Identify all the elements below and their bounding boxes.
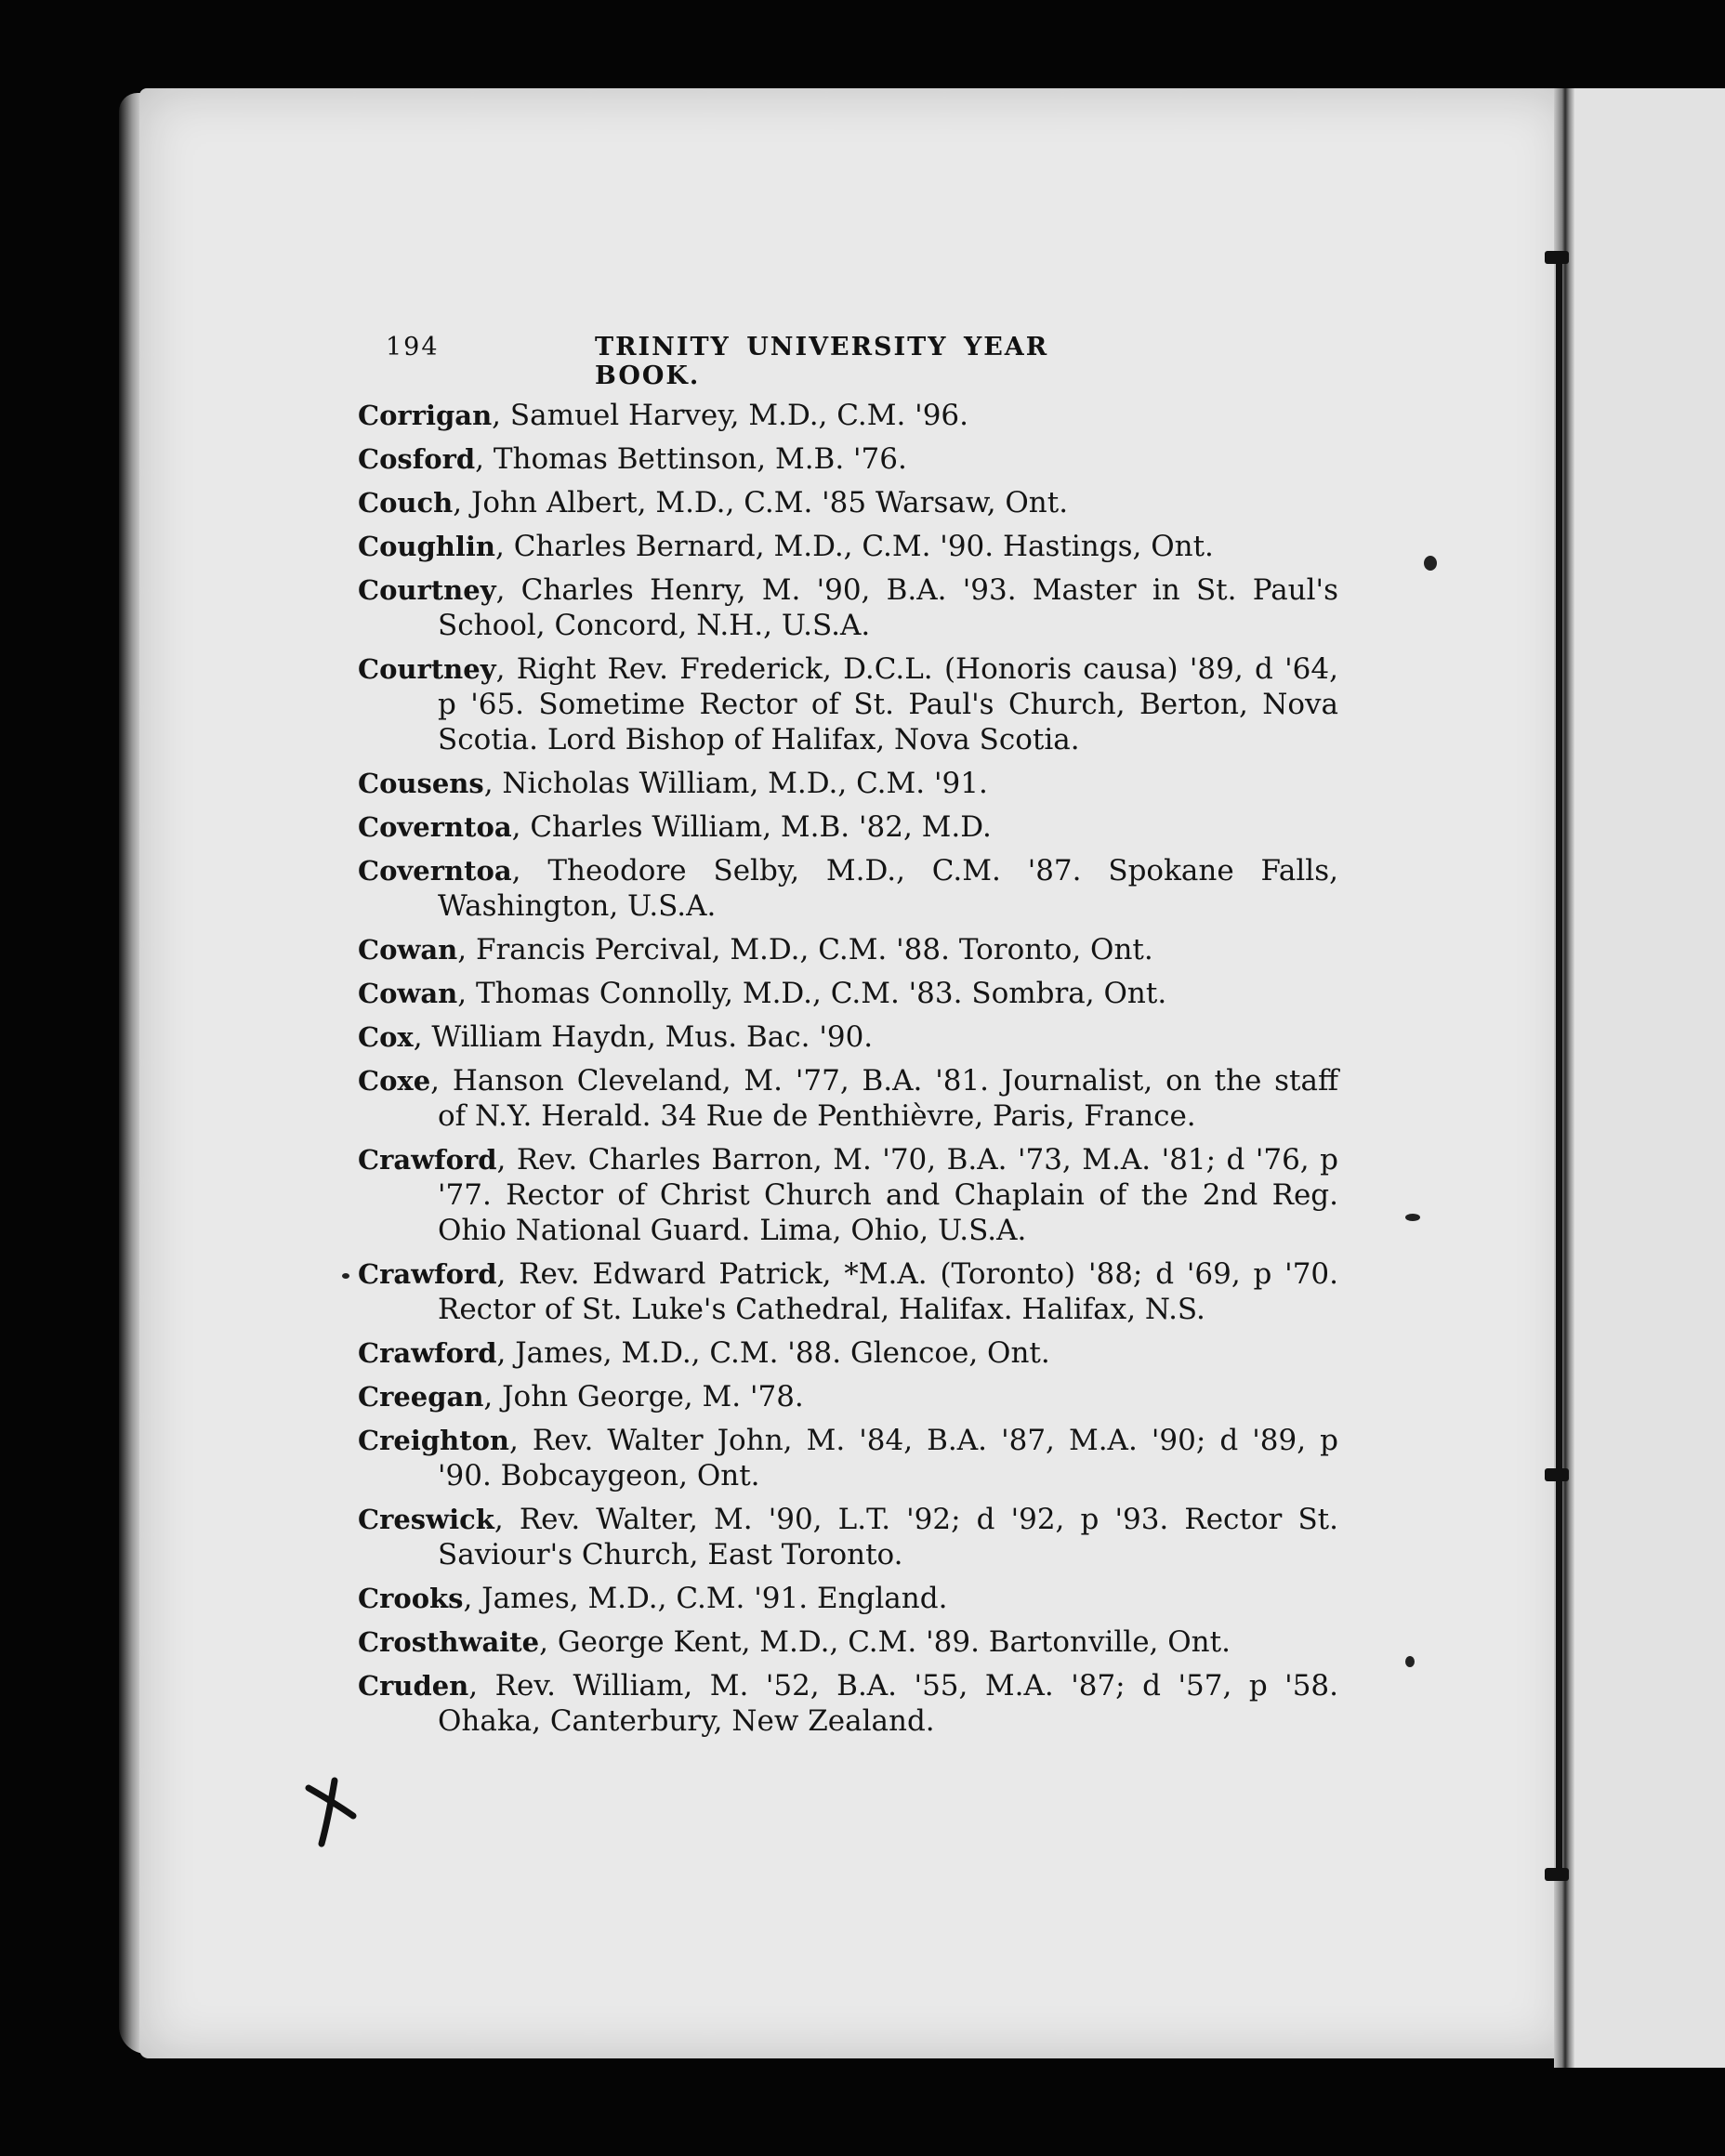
entry-details: , James, M.D., C.M. '88. Glencoe, Ont. (496, 1336, 1050, 1370)
entry-details: , George Kent, M.D., C.M. '89. Bartonville, Ont. (539, 1625, 1231, 1659)
directory-entry (358, 1019, 1338, 1055)
directory-entry (358, 1335, 1338, 1371)
entry-details: , Francis Percival, M.D., C.M. '88. Toronto, Ont. (457, 933, 1153, 966)
entry-details: , Hanson Cleveland, M. '77, B.A. '81. Journalist, on the staff of N.Y. Herald. 34 Rue de Penthièvre, Paris, France. (430, 1064, 1338, 1133)
handwritten-cross-mark (303, 1775, 359, 1849)
entry-details: , William Haydn, Mus. Bac. '90. (413, 1020, 874, 1054)
directory-entry (358, 651, 1338, 757)
entry-details: , Charles William, M.B. '82, M.D. (511, 810, 992, 844)
directory-entry (358, 1423, 1338, 1493)
entry-surname: Cosford (358, 443, 476, 475)
entry-surname: Crawford (358, 1337, 497, 1369)
entry-details: , Thomas Connolly, M.D., C.M. '83. Sombra, Ont. (457, 977, 1167, 1010)
binding-wire (1556, 260, 1562, 1877)
entry-surname: Crawford (358, 1144, 497, 1176)
directory-entry (358, 1063, 1338, 1134)
entry-surname: Crosthwaite (358, 1626, 540, 1658)
ink-speck (1405, 1656, 1415, 1667)
entry-details: , Samuel Harvey, M.D., C.M. '96. (492, 399, 969, 432)
entry-details: , Charles Henry, M. '90, B.A. '93. Master in St. Paul's School, Concord, N.H., U.S.A. (438, 573, 1338, 642)
directory-entry (358, 1624, 1338, 1660)
directory-entry (358, 809, 1338, 845)
directory-entry (358, 572, 1338, 643)
ink-speck (1405, 1214, 1420, 1221)
directory-entry (358, 1256, 1338, 1327)
page-number: 194 (386, 333, 440, 362)
directory-entry (358, 1668, 1338, 1739)
entry-surname: Courtney (358, 574, 496, 606)
entry-surname: Cowan (358, 978, 458, 1009)
entry-surname: Coughlin (358, 531, 495, 562)
entry-details: , Right Rev. Frederick, D.C.L. (Honoris causa) '89, d '64, p '65. Sometime Rector of St. Paul's Church, Berton, Nova Scotia. Lord Bishop of Halifax, Nova Scotia. (438, 652, 1338, 756)
entry-surname: Coverntoa (358, 811, 512, 843)
entry-details: , James, M.D., C.M. '91. England. (463, 1582, 948, 1615)
ink-speck (1424, 556, 1437, 571)
entry-surname: Crawford (358, 1258, 497, 1290)
entry-surname: Cox (358, 1021, 414, 1053)
directory-entry (358, 1502, 1338, 1572)
entry-details: , John George, M. '78. (483, 1380, 804, 1413)
directory-entry (358, 1379, 1338, 1414)
directory-entry (358, 853, 1338, 924)
facing-page (1567, 88, 1725, 2068)
directory-entry (358, 1142, 1338, 1248)
entry-details: , Rev. Edward Patrick, *M.A. (Toronto) '88; d '69, p '70. Rector of St. Luke's Cathedral, Halifax. Halifax, N.S. (438, 1257, 1338, 1326)
directory-entry (358, 398, 1338, 433)
directory-entry (358, 441, 1338, 477)
entry-details: , Charles Bernard, M.D., C.M. '90. Hastings, Ont. (495, 530, 1214, 563)
entry-details: , John Albert, M.D., C.M. '85 Warsaw, Ont. (453, 486, 1069, 519)
entry-surname: Courtney (358, 653, 496, 685)
directory-entry (358, 485, 1338, 520)
binding-clip (1545, 1468, 1569, 1481)
entry-details: , Rev. Charles Barron, M. '70, B.A. '73, M.A. '81; d '76, p '77. Rector of Christ Church and Chaplain of the 2nd Reg. Ohio National Guard. Lima, Ohio, U.S.A. (438, 1143, 1338, 1247)
entry-details: , Thomas Bettinson, M.B. '76. (475, 442, 907, 476)
ink-speck (342, 1273, 349, 1279)
directory-entry (358, 976, 1338, 1011)
binding-clip (1545, 1868, 1569, 1881)
entry-surname: Couch (358, 487, 454, 519)
entry-surname: Coxe (358, 1065, 431, 1097)
entry-surname: Creegan (358, 1381, 484, 1413)
entry-surname: Corrigan (358, 400, 493, 431)
entry-details: , Theodore Selby, M.D., C.M. '87. Spokane Falls, Washington, U.S.A. (438, 854, 1338, 923)
entry-surname: Cowan (358, 934, 458, 966)
entry-list (358, 398, 1338, 1747)
entry-surname: Crooks (358, 1583, 464, 1614)
directory-entry (358, 529, 1338, 564)
entry-surname: Cruden (358, 1670, 469, 1702)
binding-clip (1545, 251, 1569, 264)
directory-entry (358, 1581, 1338, 1616)
entry-details: , Rev. Walter, M. '90, L.T. '92; d '92, p '93. Rector St. Saviour's Church, East Toronto. (438, 1503, 1338, 1571)
entry-surname: Creswick (358, 1504, 494, 1535)
entry-details: , Rev. William, M. '52, B.A. '55, M.A. '87; d '57, p '58. Ohaka, Canterbury, New Zealand. (438, 1669, 1338, 1738)
entry-surname: Creighton (358, 1425, 510, 1456)
directory-entry (358, 766, 1338, 801)
entry-surname: Coverntoa (358, 855, 512, 887)
entry-surname: Cousens (358, 768, 484, 799)
directory-entry (358, 932, 1338, 967)
running-title: TRINITY UNIVERSITY YEAR BOOK. (595, 333, 1049, 390)
entry-details: , Nicholas William, M.D., C.M. '91. (483, 767, 988, 800)
entry-details: , Rev. Walter John, M. '84, B.A. '87, M.A. '90; d '89, p '90. Bobcaygeon, Ont. (438, 1424, 1338, 1492)
